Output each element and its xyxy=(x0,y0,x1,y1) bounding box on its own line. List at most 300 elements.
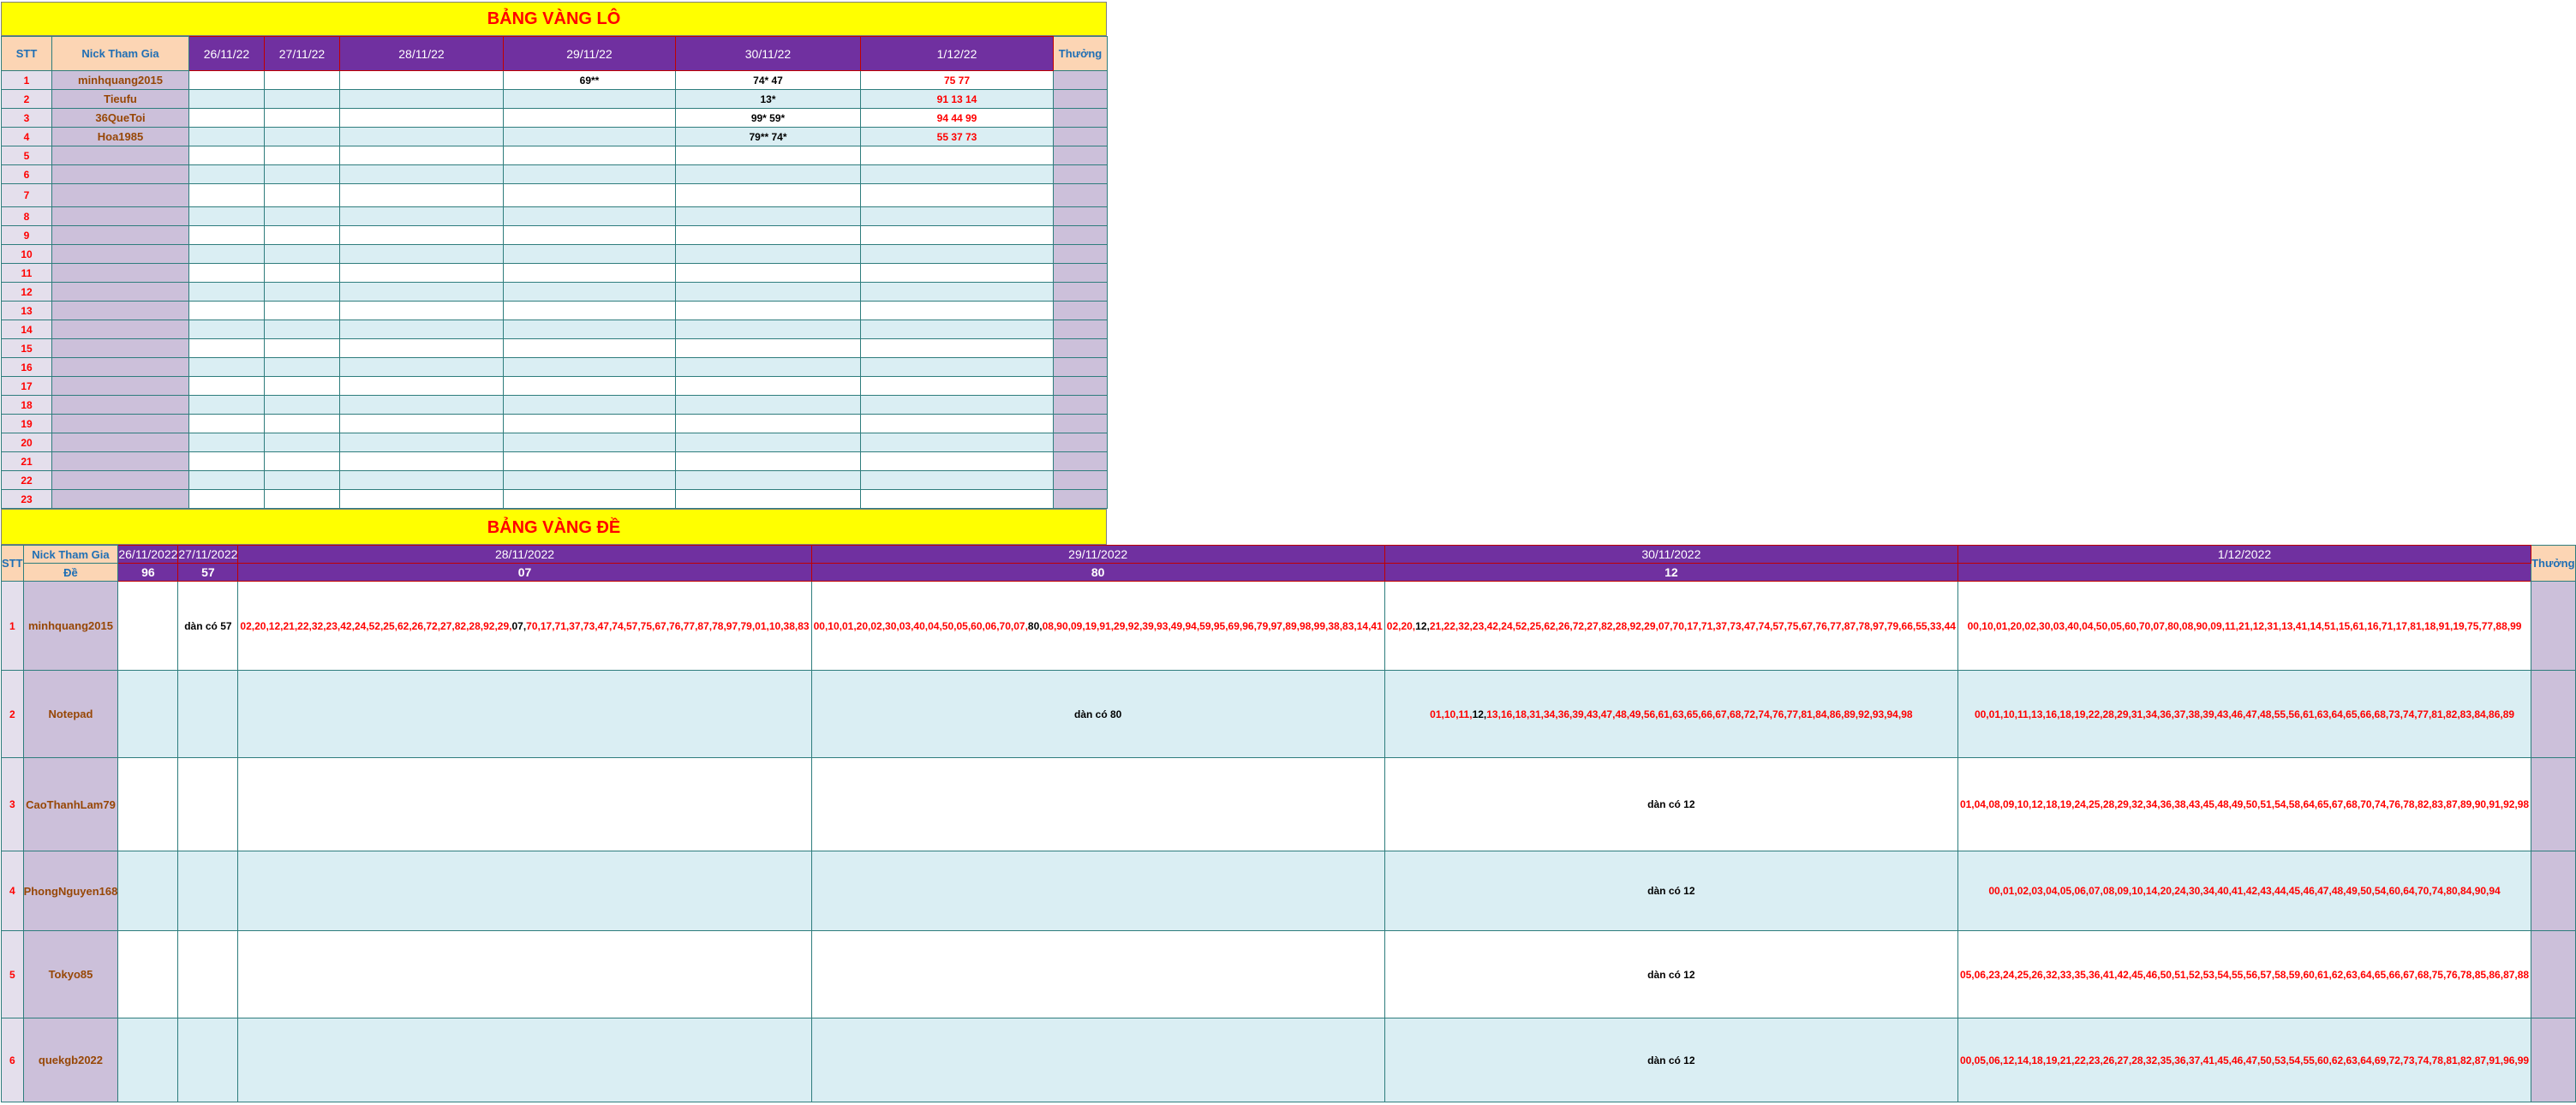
lo-cell xyxy=(265,471,340,490)
lo-row-reward xyxy=(1054,396,1108,415)
lo-cell xyxy=(676,396,861,415)
lo-cell xyxy=(676,302,861,320)
lo-cell xyxy=(504,264,676,283)
lo-cell xyxy=(676,146,861,165)
de-table-row xyxy=(2,758,2576,851)
lo-cell xyxy=(340,377,504,396)
de-number-list: 01,10,11,12,13,16,18,31,34,36,39,43,47,48,49,56,61,63,65,66,67,68,72,74,76,77,81,84,86,89,92,93,94,98 xyxy=(1384,671,1957,758)
lo-cell xyxy=(340,146,504,165)
de-cell: dàn có 12 xyxy=(1384,931,1957,1018)
lo-cell xyxy=(189,71,265,90)
lo-row-stt: 5 xyxy=(2,146,52,165)
lo-cell xyxy=(265,245,340,264)
lo-cell xyxy=(504,396,676,415)
lo-cell xyxy=(340,339,504,358)
lo-cell xyxy=(189,490,265,509)
lo-cell xyxy=(265,358,340,377)
de-cell: dàn có 57 xyxy=(178,582,238,671)
de-result-row xyxy=(2,564,2576,582)
lo-cell xyxy=(861,302,1054,320)
lo-cell xyxy=(676,452,861,471)
lo-cell xyxy=(265,490,340,509)
lo-cell xyxy=(861,358,1054,377)
lo-cell xyxy=(504,109,676,128)
de-row-nick: CaoThanhLam79 xyxy=(23,758,118,851)
lo-cell: 99* 59* xyxy=(676,109,861,128)
lo-cell xyxy=(504,490,676,509)
lo-row-nick: Hoa1985 xyxy=(52,128,189,146)
de-number-list: 02,20,12,21,22,32,23,42,24,52,25,62,26,72,27,82,28,92,29,07,70,17,71,37,73,47,74,57,75,67,76,77,87,78,97,79,66,55,33,44 xyxy=(1384,582,1957,671)
lo-table-row xyxy=(2,452,1108,471)
lo-header-date: 29/11/22 xyxy=(504,37,676,71)
lo-cell xyxy=(189,128,265,146)
de-result-number: 96 xyxy=(118,564,178,582)
lo-row-nick xyxy=(52,146,189,165)
lo-row-nick: Tieufu xyxy=(52,90,189,109)
de-cell xyxy=(811,758,1384,851)
lo-cell xyxy=(189,146,265,165)
lo-row-reward xyxy=(1054,128,1108,146)
lo-cell xyxy=(189,226,265,245)
de-result-number xyxy=(1957,564,2531,582)
de-number-list: 05,06,23,24,25,26,32,33,35,36,41,42,45,46,50,51,52,53,54,55,56,57,58,59,60,61,62,63,64,65,66,67,68,75,76,78,85,86,87,88 xyxy=(1957,931,2531,1018)
de-row-reward xyxy=(2531,758,2575,851)
lo-cell xyxy=(504,320,676,339)
de-row-reward xyxy=(2531,671,2575,758)
de-cell xyxy=(118,931,178,1018)
lo-cell xyxy=(189,433,265,452)
lo-row-nick xyxy=(52,302,189,320)
lo-cell xyxy=(504,283,676,302)
de-number-list: 00,01,02,03,04,05,06,07,08,09,10,14,20,24,30,34,40,41,42,43,44,45,46,47,48,49,50,54,60,64,70,74,80,84,90,94 xyxy=(1957,851,2531,931)
lo-cell xyxy=(340,396,504,415)
lo-cell: 74* 47 xyxy=(676,71,861,90)
lo-cell xyxy=(676,358,861,377)
lo-cell xyxy=(189,302,265,320)
de-row-reward xyxy=(2531,1018,2575,1102)
lo-cell xyxy=(265,302,340,320)
lo-row-reward xyxy=(1054,146,1108,165)
lo-cell xyxy=(265,165,340,184)
lo-cell: 94 44 99 xyxy=(861,109,1054,128)
lo-cell xyxy=(676,226,861,245)
lo-row-stt: 15 xyxy=(2,339,52,358)
lo-row-stt: 16 xyxy=(2,358,52,377)
de-row-stt: 2 xyxy=(2,671,24,758)
lo-row-reward xyxy=(1054,109,1108,128)
de-header-date: 30/11/2022 xyxy=(1384,546,1957,564)
de-number-list: 02,20,12,21,22,32,23,42,24,52,25,62,26,72,27,82,28,92,29,07,70,17,71,37,73,47,74,57,75,67,76,77,87,78,97,79,01,10,38,83 xyxy=(238,582,811,671)
lo-row-stt: 19 xyxy=(2,415,52,433)
de-cell xyxy=(811,1018,1384,1102)
lo-table-row xyxy=(2,396,1108,415)
de-number-list: 00,01,10,11,13,16,18,19,22,28,29,31,34,36,37,38,39,43,46,47,48,55,56,61,63,64,65,66,68,73,74,77,81,82,83,84,86,89 xyxy=(1957,671,2531,758)
de-row-stt: 5 xyxy=(2,931,24,1018)
lo-cell xyxy=(861,490,1054,509)
lo-cell xyxy=(861,415,1054,433)
lo-cell xyxy=(340,415,504,433)
lo-table-row xyxy=(2,339,1108,358)
lo-table-row xyxy=(2,226,1108,245)
lo-cell xyxy=(340,184,504,207)
lo-cell xyxy=(340,471,504,490)
lo-row-nick: 36QueToi xyxy=(52,109,189,128)
lo-cell xyxy=(504,245,676,264)
lo-cell xyxy=(861,264,1054,283)
lo-cell xyxy=(265,128,340,146)
de-row-nick: quekgb2022 xyxy=(23,1018,118,1102)
lo-row-reward xyxy=(1054,71,1108,90)
lo-cell xyxy=(340,452,504,471)
lo-row-reward xyxy=(1054,226,1108,245)
de-header-date: 1/12/2022 xyxy=(1957,546,2531,564)
lo-row-stt: 23 xyxy=(2,490,52,509)
lo-row-stt: 10 xyxy=(2,245,52,264)
lo-cell xyxy=(504,165,676,184)
lo-cell xyxy=(265,264,340,283)
de-cell xyxy=(811,851,1384,931)
lo-table-row xyxy=(2,109,1108,128)
de-cell xyxy=(118,758,178,851)
lo-table-row xyxy=(2,358,1108,377)
lo-cell xyxy=(265,339,340,358)
lo-table-row xyxy=(2,415,1108,433)
lo-row-stt: 14 xyxy=(2,320,52,339)
lo-table xyxy=(1,36,1108,509)
lo-row-nick xyxy=(52,165,189,184)
lo-row-reward xyxy=(1054,245,1108,264)
lo-cell xyxy=(676,320,861,339)
de-result-number: 07 xyxy=(238,564,811,582)
lo-row-reward xyxy=(1054,165,1108,184)
lo-header-date: 30/11/22 xyxy=(676,37,861,71)
lo-cell xyxy=(861,471,1054,490)
lo-cell xyxy=(340,109,504,128)
lo-row-nick xyxy=(52,358,189,377)
lo-cell xyxy=(676,245,861,264)
lo-row-reward xyxy=(1054,207,1108,226)
lo-cell xyxy=(189,452,265,471)
lo-row-nick xyxy=(52,433,189,452)
de-header-stt: STT xyxy=(2,546,24,582)
lo-cell xyxy=(265,320,340,339)
lo-cell xyxy=(340,283,504,302)
lo-header-row xyxy=(2,37,1108,71)
lo-row-nick xyxy=(52,320,189,339)
lo-cell xyxy=(861,283,1054,302)
lo-cell: 75 77 xyxy=(861,71,1054,90)
lo-cell xyxy=(265,433,340,452)
de-row-nick: Tokyo85 xyxy=(23,931,118,1018)
lo-cell xyxy=(189,471,265,490)
lo-row-reward xyxy=(1054,452,1108,471)
lo-row-nick: minhquang2015 xyxy=(52,71,189,90)
lo-row-nick xyxy=(52,184,189,207)
de-number-list: 01,04,08,09,10,12,18,19,24,25,28,29,32,34,36,38,43,45,48,49,50,51,54,58,64,65,67,68,70,74,76,78,82,83,87,89,90,91,92,98 xyxy=(1957,758,2531,851)
de-row-stt: 3 xyxy=(2,758,24,851)
lo-cell xyxy=(504,433,676,452)
de-cell xyxy=(118,671,178,758)
lo-cell xyxy=(676,165,861,184)
lo-row-stt: 3 xyxy=(2,109,52,128)
lo-cell: 91 13 14 xyxy=(861,90,1054,109)
lo-row-reward xyxy=(1054,471,1108,490)
lo-cell xyxy=(504,226,676,245)
lo-cell xyxy=(676,433,861,452)
lo-row-reward xyxy=(1054,377,1108,396)
de-cell xyxy=(238,851,811,931)
de-row-reward xyxy=(2531,931,2575,1018)
lo-cell xyxy=(504,128,676,146)
lo-cell xyxy=(504,90,676,109)
lo-cell xyxy=(676,184,861,207)
lo-row-nick xyxy=(52,264,189,283)
lo-row-reward xyxy=(1054,490,1108,509)
de-result-number: 80 xyxy=(811,564,1384,582)
lo-cell xyxy=(189,184,265,207)
lo-table-row xyxy=(2,184,1108,207)
lo-row-stt: 1 xyxy=(2,71,52,90)
lo-cell xyxy=(504,415,676,433)
lo-row-reward xyxy=(1054,264,1108,283)
de-cell: dàn có 12 xyxy=(1384,758,1957,851)
de-row-stt: 1 xyxy=(2,582,24,671)
lo-row-nick xyxy=(52,452,189,471)
lo-row-stt: 20 xyxy=(2,433,52,452)
de-number-list: 00,10,01,20,02,30,03,40,04,50,05,60,70,07,80,08,90,09,11,21,12,31,13,41,14,51,15,61,16,71,17,81,18,91,19,75,77,88,99 xyxy=(1957,582,2531,671)
de-header-date: 28/11/2022 xyxy=(238,546,811,564)
de-header-date: 27/11/2022 xyxy=(178,546,238,564)
lo-row-reward xyxy=(1054,320,1108,339)
lo-cell xyxy=(861,396,1054,415)
lo-cell xyxy=(340,302,504,320)
de-row-stt: 4 xyxy=(2,851,24,931)
lo-cell xyxy=(265,396,340,415)
lo-cell xyxy=(340,226,504,245)
lo-cell xyxy=(265,71,340,90)
lo-cell xyxy=(676,207,861,226)
lo-cell xyxy=(504,358,676,377)
lo-cell xyxy=(861,207,1054,226)
lo-table-row xyxy=(2,433,1108,452)
de-table-row xyxy=(2,1018,2576,1102)
lo-cell xyxy=(265,109,340,128)
de-header-nick: Nick Tham Gia xyxy=(23,546,118,564)
lo-row-nick xyxy=(52,415,189,433)
lo-cell xyxy=(676,490,861,509)
lo-cell xyxy=(189,207,265,226)
lo-row-reward xyxy=(1054,358,1108,377)
lo-table-row xyxy=(2,283,1108,302)
lo-row-nick xyxy=(52,471,189,490)
lo-cell xyxy=(340,207,504,226)
de-row-stt: 6 xyxy=(2,1018,24,1102)
lo-cell xyxy=(340,128,504,146)
lo-row-reward xyxy=(1054,184,1108,207)
de-cell xyxy=(811,931,1384,1018)
lo-cell xyxy=(504,184,676,207)
de-cell xyxy=(118,851,178,931)
lo-row-stt: 21 xyxy=(2,452,52,471)
de-result-number: 12 xyxy=(1384,564,1957,582)
lo-cell xyxy=(265,452,340,471)
lo-cell xyxy=(340,358,504,377)
lo-table-row xyxy=(2,302,1108,320)
lo-cell xyxy=(861,146,1054,165)
lo-row-stt: 9 xyxy=(2,226,52,245)
lo-row-nick xyxy=(52,283,189,302)
lo-cell xyxy=(340,245,504,264)
lo-row-nick xyxy=(52,396,189,415)
lo-cell xyxy=(340,320,504,339)
lo-cell: 79** 74* xyxy=(676,128,861,146)
lo-cell xyxy=(265,283,340,302)
lo-header-date: 1/12/22 xyxy=(861,37,1054,71)
lo-cell xyxy=(504,452,676,471)
lo-row-stt: 2 xyxy=(2,90,52,109)
lo-table-row xyxy=(2,146,1108,165)
lo-row-nick xyxy=(52,490,189,509)
de-number-list: 00,05,06,12,14,18,19,21,22,23,26,27,28,32,35,36,37,41,45,46,47,50,53,54,55,60,62,63,64,69,72,73,74,78,81,82,87,91,96,99 xyxy=(1957,1018,2531,1102)
lo-row-nick xyxy=(52,339,189,358)
de-cell xyxy=(238,758,811,851)
lo-cell xyxy=(189,415,265,433)
lo-cell: 13* xyxy=(676,90,861,109)
de-row-nick: Notepad xyxy=(23,671,118,758)
lo-cell xyxy=(189,264,265,283)
lo-cell: 69** xyxy=(504,71,676,90)
lo-row-nick xyxy=(52,226,189,245)
lo-row-stt: 18 xyxy=(2,396,52,415)
lo-table-row xyxy=(2,71,1108,90)
lo-cell xyxy=(504,377,676,396)
lo-cell xyxy=(265,226,340,245)
lo-cell: 55 37 73 xyxy=(861,128,1054,146)
de-cell xyxy=(178,671,238,758)
lo-cell xyxy=(189,283,265,302)
lo-cell xyxy=(340,490,504,509)
lo-cell xyxy=(340,71,504,90)
lo-cell xyxy=(340,264,504,283)
de-cell: dàn có 12 xyxy=(1384,851,1957,931)
lo-cell xyxy=(504,146,676,165)
de-cell xyxy=(178,931,238,1018)
de-table-row xyxy=(2,671,2576,758)
de-cell xyxy=(238,931,811,1018)
lo-row-reward xyxy=(1054,415,1108,433)
lo-header-date: 27/11/22 xyxy=(265,37,340,71)
lo-table-row xyxy=(2,264,1108,283)
de-table xyxy=(1,545,2576,1102)
lo-cell xyxy=(861,184,1054,207)
lo-cell xyxy=(189,109,265,128)
lo-cell xyxy=(189,339,265,358)
de-cell xyxy=(118,1018,178,1102)
lo-cell xyxy=(340,433,504,452)
de-header-de-label: Đề xyxy=(23,564,118,582)
lo-row-nick xyxy=(52,377,189,396)
lo-cell xyxy=(861,452,1054,471)
lo-cell xyxy=(676,415,861,433)
lo-cell xyxy=(265,207,340,226)
lo-header-nick: Nick Tham Gia xyxy=(52,37,189,71)
lo-cell xyxy=(676,377,861,396)
de-header-row xyxy=(2,546,2576,564)
lo-table-row xyxy=(2,165,1108,184)
lo-cell xyxy=(265,146,340,165)
lo-row-stt: 17 xyxy=(2,377,52,396)
lo-row-reward xyxy=(1054,433,1108,452)
de-cell xyxy=(238,1018,811,1102)
lo-cell xyxy=(676,283,861,302)
lo-row-stt: 22 xyxy=(2,471,52,490)
de-row-reward xyxy=(2531,582,2575,671)
lo-row-reward xyxy=(1054,283,1108,302)
lo-cell xyxy=(504,302,676,320)
de-cell xyxy=(118,582,178,671)
lo-cell xyxy=(265,377,340,396)
lo-table-row xyxy=(2,90,1108,109)
de-row-nick: minhquang2015 xyxy=(23,582,118,671)
lo-cell xyxy=(265,415,340,433)
lo-row-stt: 6 xyxy=(2,165,52,184)
de-header-reward: Thưởng xyxy=(2531,546,2575,582)
lo-row-reward xyxy=(1054,339,1108,358)
lo-cell xyxy=(861,245,1054,264)
de-header-date: 29/11/2022 xyxy=(811,546,1384,564)
lo-table-row xyxy=(2,377,1108,396)
lo-cell xyxy=(189,165,265,184)
lo-cell xyxy=(861,377,1054,396)
lo-table-row xyxy=(2,490,1108,509)
de-header-date: 26/11/2022 xyxy=(118,546,178,564)
lo-cell xyxy=(189,377,265,396)
lo-row-stt: 13 xyxy=(2,302,52,320)
lo-cell xyxy=(340,90,504,109)
de-cell xyxy=(238,671,811,758)
lo-cell xyxy=(189,245,265,264)
de-title-banner: BẢNG VÀNG ĐỀ xyxy=(1,509,1107,545)
lo-row-stt: 8 xyxy=(2,207,52,226)
lo-row-stt: 11 xyxy=(2,264,52,283)
lo-cell xyxy=(861,433,1054,452)
lo-cell xyxy=(676,264,861,283)
lo-cell xyxy=(189,320,265,339)
lo-cell xyxy=(265,184,340,207)
lo-row-stt: 12 xyxy=(2,283,52,302)
lo-title-banner: BẢNG VÀNG LÔ xyxy=(1,2,1107,36)
de-result-number: 57 xyxy=(178,564,238,582)
lo-header-stt: STT xyxy=(2,37,52,71)
lo-row-reward xyxy=(1054,90,1108,109)
lo-header-date: 28/11/22 xyxy=(340,37,504,71)
de-cell: dàn có 12 xyxy=(1384,1018,1957,1102)
lo-row-nick xyxy=(52,245,189,264)
lo-cell xyxy=(861,320,1054,339)
lo-table-row xyxy=(2,245,1108,264)
de-cell: dàn có 80 xyxy=(811,671,1384,758)
lo-header-date: 26/11/22 xyxy=(189,37,265,71)
de-table-row xyxy=(2,931,2576,1018)
lo-cell xyxy=(189,358,265,377)
de-table-row xyxy=(2,582,2576,671)
de-row-reward xyxy=(2531,851,2575,931)
lo-table-row xyxy=(2,320,1108,339)
de-cell xyxy=(178,851,238,931)
lo-cell xyxy=(861,226,1054,245)
de-number-list: 00,10,01,20,02,30,03,40,04,50,05,60,06,70,07,80,08,90,09,19,91,29,92,39,93,49,94,59,95,69,96,79,97,89,98,99,38,83,14,41 xyxy=(811,582,1384,671)
lo-table-row xyxy=(2,471,1108,490)
